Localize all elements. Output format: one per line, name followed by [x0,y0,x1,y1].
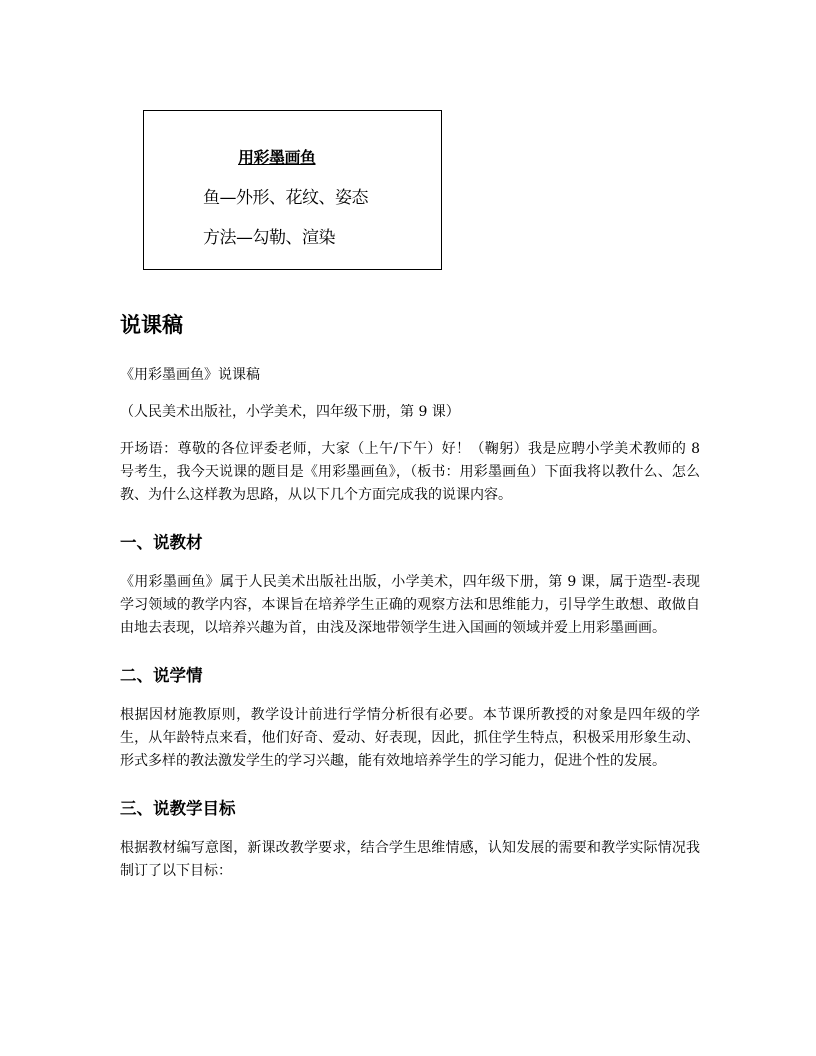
board-title: 用彩墨画鱼 [238,148,316,167]
section-heading-students: 二、说学情 [120,666,203,685]
section-body-textbook: 《用彩墨画鱼》属于人民美术出版社出版，小学美术，四年级下册，第 9 课，属于造型-表现学习领域的教学内容，本课旨在培养学生正确的观察方法和思维能力，引导学生敢想、敢做自由地去表现，以培养兴趣为首，由浅及深地带领学生进入国画的领域并爱上用彩墨画画。 [120,574,700,636]
section-body-objectives: 根据教材编写意图，新课改教学要求，结合学生思维情感，认知发展的需要和教学实际情况我制订了以下目标： [120,840,700,879]
board-line-method: 方法—勾勒、渲染 [203,228,335,248]
publisher-info: （人民美术出版社，小学美术，四年级下册，第 9 课） [120,404,460,420]
section-heading-textbook: 一、说教材 [120,533,203,552]
section-body-students: 根据因材施教原则，教学设计前进行学情分析很有必要。本节课所教授的对象是四年级的学生，从年龄特点来看，他们好奇、爱动、好表现，因此，抓住学生特点，积极采用形象生动、形式多样的教法激发学生的学习兴趣，能有效地培养学生的学习能力，促进个性的发展。 [120,707,700,769]
section-heading-objectives: 三、说教学目标 [120,799,236,818]
blackboard-summary-box [143,110,442,270]
lesson-title-line: 《用彩墨画鱼》说课稿 [120,367,260,383]
opening-paragraph: 开场语：尊敬的各位评委老师，大家（上午/下午）好！（鞠躬）我是应聘小学美术教师的 8 号考生，我今天说课的题目是《用彩墨画鱼》，（板书：用彩墨画鱼）下面我将以教什么、怎么教、为什么这样教为思路，从以下几个方面完成我的说课内容。 [120,441,700,503]
document-body [120,310,700,897]
page-title: 说课稿 [120,313,183,337]
board-line-fish: 鱼—外形、花纹、姿态 [203,188,368,208]
